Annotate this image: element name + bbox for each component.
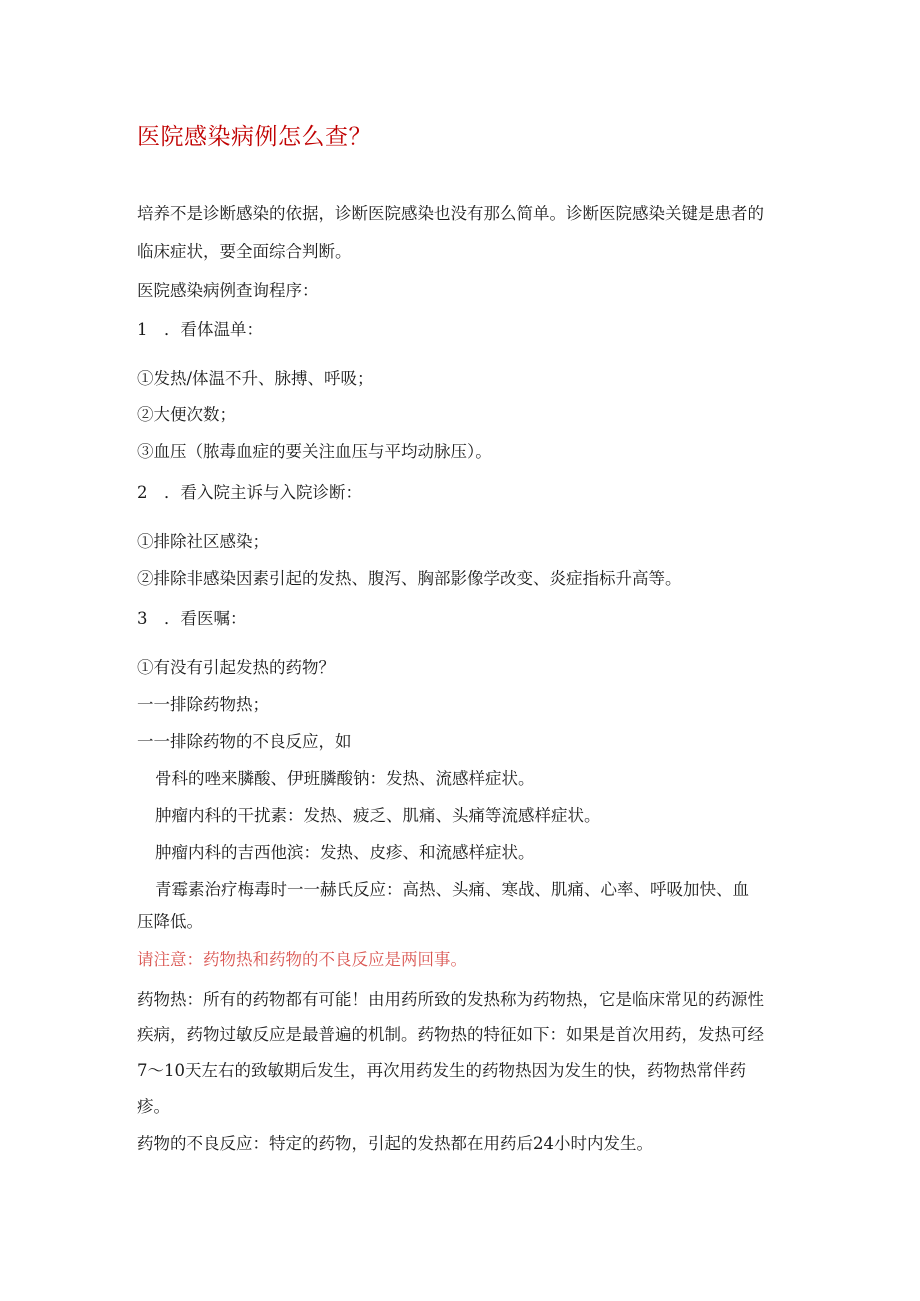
section-1-item-1: ①发热/体温不升、脉搏、呼吸； <box>137 369 374 388</box>
page-title: 医院感染病例怎么查？ <box>137 124 372 150</box>
intro-line-2: 临床症状，要全面综合判断。 <box>137 242 352 261</box>
example-1: 骨科的唑来膦酸、伊班膦酸钠：发热、流感样症状。 <box>155 769 535 788</box>
drug-fever-line-3: 7～10天左右的致敏期后发生，再次用药发生的药物热因为发生的快，药物热常伴药 <box>137 1061 746 1080</box>
adverse-reaction-line: 药物的不良反应：特定的药物，引起的发热都在用药后24小时内发生。 <box>137 1134 653 1153</box>
section-1-item-3: ③血压（脓毒血症的要关注血压与平均动脉压）。 <box>137 442 492 461</box>
section-3-dash-1: 一一排除药物热； <box>137 695 269 714</box>
section-2-item-2: ②排除非感染因素引起的发热、腹泻、胸部影像学改变、炎症指标升高等。 <box>137 569 682 588</box>
drug-fever-line-1: 药物热：所有的药物都有可能！由用药所致的发热称为药物热，它是临床常见的药源性 <box>137 990 764 1009</box>
section-3-dash-2: 一一排除药物的不良反应，如 <box>137 732 352 751</box>
note-text: 请注意：药物热和药物的不良反应是两回事。 <box>137 950 467 969</box>
section-2-heading: 2 ．看入院主诉与入院诊断： <box>137 483 362 502</box>
section-2-item-1: ①排除社区感染； <box>137 532 269 551</box>
example-2: 肿瘤内科的干扰素：发热、疲乏、肌痛、头痛等流感样症状。 <box>155 806 601 825</box>
section-3-question: ①有没有引起发热的药物？ <box>137 658 335 677</box>
example-4: 青霉素治疗梅毒时一一赫氏反应：高热、头痛、寒战、肌痛、心率、呼吸加快、血 <box>155 880 749 899</box>
drug-fever-line-2: 疾病，药物过敏反应是最普遍的机制。药物热的特征如下：如果是首次用药，发热可经 <box>137 1025 764 1044</box>
section-3-heading: 3 ．看医嘱： <box>137 609 247 628</box>
section-1-item-2: ②大便次数； <box>137 405 236 424</box>
section-1-heading: 1 ．看体温单： <box>137 320 263 339</box>
example-3: 肿瘤内科的吉西他滨：发热、皮疹、和流感样症状。 <box>155 843 535 862</box>
procedure-heading: 医院感染病例查询程序： <box>137 281 319 300</box>
drug-fever-line-4: 疹。 <box>137 1097 170 1116</box>
intro-line-1: 培养不是诊断感染的依据，诊断医院感染也没有那么简单。诊断医院感染关键是患者的 <box>137 204 764 223</box>
example-4-continued: 压降低。 <box>137 912 203 931</box>
